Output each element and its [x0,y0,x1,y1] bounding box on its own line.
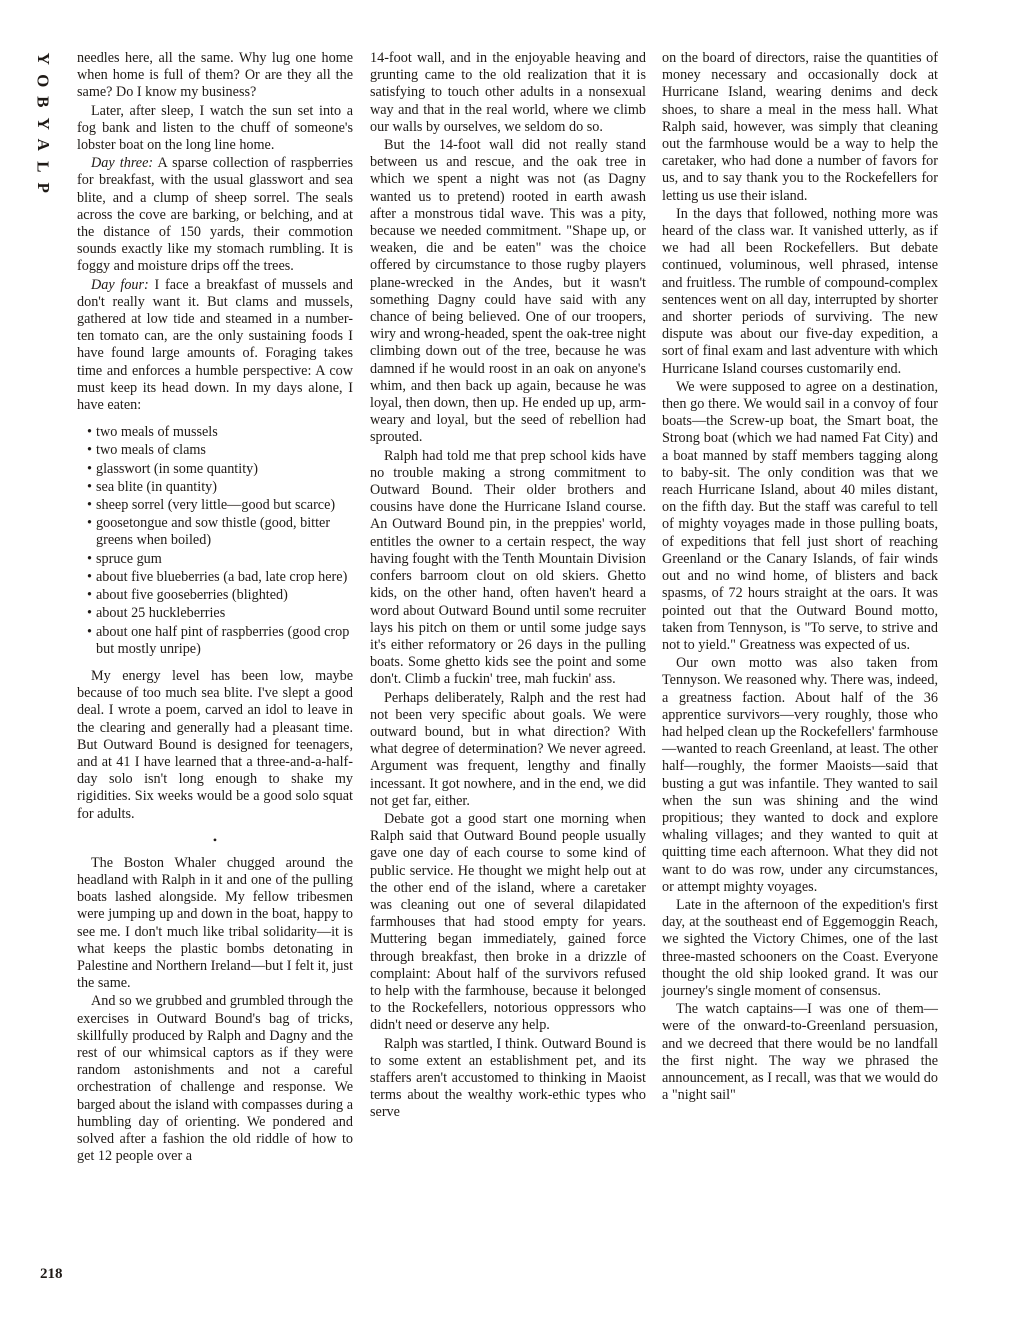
list-item: • two meals of clams [87,442,353,459]
paragraph: Ralph was startled, I think. Outward Bound is to some extent an establishment pet, and its staffers aren't accustomed to thinking in Maoist terms about the wealthy work-ethic types who serve [370,1035,646,1121]
paragraph: on the board of directors, raise the quantities of money necessary and occasionally dock at Hurricane Island, wearing denims and deck shoes, to share a meal in the mess hall. What Ralph said, however, was simply that cleaning out the farmhouse would be a way to help the caretaker, who had done a number of favors for us, and to say thank you to the Rockefellers for letting us use their island. [662,50,938,204]
masthead-letter: P [33,182,53,193]
paragraph: The Boston Whaler chugged around the headland with Ralph in it and one of the pulling boats lashed alongside. My fellow tribesmen were jumping up and down in the boat, happy to see me. I don't much like tribal solidarity—it is what keeps the plastic bombs detonating in Palestine and Northern Ireland—but I felt it, just the same. [77,854,353,992]
paragraph: needles here, all the same. Why lug one home when home is full of them? Or are they all the same? Do I know my business? [77,50,353,101]
paragraph: In the days that followed, nothing more was heard of the class war. It vanished utterly, as if we had all been Rockefellers. But debate continued, voluminous, well phrased, intense and fruitless. The rumble of compound-complex sentences went on all day, interrupted by shorter and shorter periods of surviving. The new dispute was about our five-day expedition, a sort of final exam and last adventure with which Hurricane Island courses customarily end. [662,205,938,377]
list-item: • about 25 huckleberries [87,605,353,622]
article-column-1 [77,50,353,1165]
article-column-3 [662,50,938,1104]
masthead-letter: B [33,96,53,108]
list-item: • sheep sorrel (very little—good but scarce) [87,497,353,514]
page-number: 218 [40,1266,63,1282]
list-item: • about one half pint of raspberries (good crop but mostly unripe) [87,624,353,658]
section-break-bullet: • [212,832,218,847]
paragraph: But the 14-foot wall did not really stand between us and rescue, and the oak tree in which we spent a night was not (as Dagny wanted us to pretend) rooted in earth awash after a monstrous tidal wave. This was a pity, because we needed commitment. "Shape up, or weaken, die and be eaten" was the choice offered by circumstance to those rugby players plane-wrecked in the Andes, but it wasn't something Dagny could have said with any chance of being believed. One of our troopers, wiry and wrong-headed, spent the oak-tree night climbing down out of the tree, because he was damned if he would roost in an oak on anyone's whim, and then back up again, because he was loyal, then down, then up. He ended up up, arm-weary and loyal, but the seed of rebellion had sprouted. [370,137,646,446]
list-item: • about five blueberries (a bad, late crop here) [87,569,353,586]
paragraph [77,155,353,275]
paragraph: Debate got a good start one morning when Ralph said that Outward Bound people usually gave one day of each course to some kind of public service. He thought we might help out at the other end of the island, where a caretaker was cleaning out one of several dilapidated farmhouses that had stood empty for years. Muttering began immediately, gained force through breakfast, then broke in a drizzle of complaint: About half of the survivors refused to help with the farmhouse, because it belonged to the Rockefellers, notorious oppressors who didn't need or deserve any help. [370,810,646,1034]
paragraph: Ralph had told me that prep school kids have no trouble making a strong commitment to Outward Bound. Their older brothers and cousins have done the Hurricane Island course. An Outward Bound pin, in the preppies' world, entitles the owner to a certain respect, the way having fought with the Tenth Mountain Division confers barroom clout on old skiers. Ghetto kids, on the other hand, often haven't heard a word about Outward Bound until some recruiter lays his pitch on them or until some judge says it's either reformatory or 26 days in the pulling boats. Some ghetto kids see the point and some don't. Climb a fuckin' tree, mah fuckin' ass. [370,447,646,688]
list-item: • spruce gum [87,551,353,568]
masthead-letter: O [33,73,53,87]
list-item: • glasswort (in some quantity) [87,461,353,478]
list-item: • goosetongue and sow thistle (good, bitter greens when boiled) [87,515,353,549]
paragraph-text: I face a breakfast of mussels and don't really want it. But clams and mussels, gathered at low tide and steamed in a number-ten tomato can, are the only sustaining foods I have found large amounts of. Foraging takes time and enforces a humble perspective: A cow must keep its head down. In my days alone, I have eaten: [77,276,353,414]
masthead-letter: A [33,138,53,151]
article-column-2 [370,50,646,1122]
paragraph: Late in the afternoon of the expedition's first day, at the southeast end of Eggemoggin Reach, we sighted the Victory Chimes, one of the last three-masted schooners on the Coast. Everyone thought the old ship looked grand. It was our journey's single moment of consensus. [662,896,938,999]
list-item: • sea blite (in quantity) [87,479,353,496]
masthead-letter: Y [33,52,53,65]
masthead-letter: Y [33,117,53,130]
list-item: • two meals of mussels [87,424,353,441]
paragraph: And so we grubbed and grumbled through the exercises in Outward Bound's bag of tricks, skillfully produced by Ralph and Dagny and the rest of our whimsical captors as if they were random astonishments and not a careful orchestration of challenge and response. We barged about the island with compasses during a humbling day of orienting. We pondered and solved after a fashion the old riddle of how to get 12 people over a [77,993,353,1165]
food-inventory-list [87,424,353,658]
paragraph: The watch captains—I was one of them—were of the onward-to-Greenland persuasion, and we decreed that there would be no landfall the first night. The way we phrased the announcement, as I recall, was that we would do a "night sail" [662,1001,938,1104]
list-item: • about five gooseberries (blighted) [87,587,353,604]
magazine-masthead [30,48,56,199]
paragraph: Our own motto was also taken from Tennyson. We reasoned why. There was, indeed, a greatness faction. About half of the 36 apprentice survivors—very roughly, those who had helped clean up the Rockefellers' farmhouse—wanted to reach Greenland, at least. The other half—roughly, the former Maoists—said that busting a gut was infantile. They wanted to sail when the sun was shining and the wind propitious; they wanted to dock and explore whaling villages; and they wanted to quit at quitting time each afternoon. What they did not want to do was row, under any circumstances, or attempt mighty voyages. [662,655,938,895]
paragraph: 14-foot wall, and in the enjoyable heaving and grunting came to the old realization that it is satisfying to touch other adults in a nonsexual way and that in the real world, where we climb our walls by ourselves, we seldom do so. [370,50,646,135]
day-label: Day four: [91,276,149,293]
paragraph [77,277,353,415]
day-label: Day three: [91,155,154,172]
paragraph: Later, after sleep, I watch the sun set into a fog bank and listen to the chuff of someone's lobster boat on the long line home. [77,102,353,154]
paragraph: My energy level has been low, maybe because of too much sea blite. I've slept a good deal. I wrote a poem, carved an idol to leave in the clearing and generally had a pleasant time. But Outward Bound is designed for teenagers, and at 41 I have learned that a three-and-a-half-day solo isn't long enough to shake my rigidities. Six weeks would be a good solo squat for adults. [77,667,353,822]
paragraph-text: A sparse collection of raspberries for breakfast, with the usual glasswort and sea blite, and a clump of sheep sorrel. The seals across the cove are barking, or belching, and at the distance of 150 yards, their commotion sounds exactly like my stomach rumbling. It is foggy and moisture drips off the trees. [77,155,353,275]
paragraph: We were supposed to agree on a destination, then go there. We would sail in a convoy of four boats—the Screw-up boat, the Smart boat, the Strong boat (which we had named Fat City) and a boat manned by staff members tagging along to baby-sit. The only condition was that we reach Hurricane Island, about 40 miles distant, on the fifth day. But the staff was careful to tell of mighty voyages made in those pulling boats, of expeditions that fell just short of reaching Greenland or the Canary Islands, of fair winds out and no wind home, of blisters and back spasms, of 72 hours straight at the oars. It was pointed out that the Outward Bound motto, taken from Tennyson, is "To serve, to strive and not to yield." Greatness was expected of us. [662,378,938,653]
masthead-letter: L [33,160,53,172]
paragraph: Perhaps deliberately, Ralph and the rest had not been very specific about goals. We were outward bound, but in what direction? With what degree of determination? We never agreed. Argument was frequent, lengthy and finally incessant. It got nowhere, and in the end, we did not get far, either. [370,689,646,809]
